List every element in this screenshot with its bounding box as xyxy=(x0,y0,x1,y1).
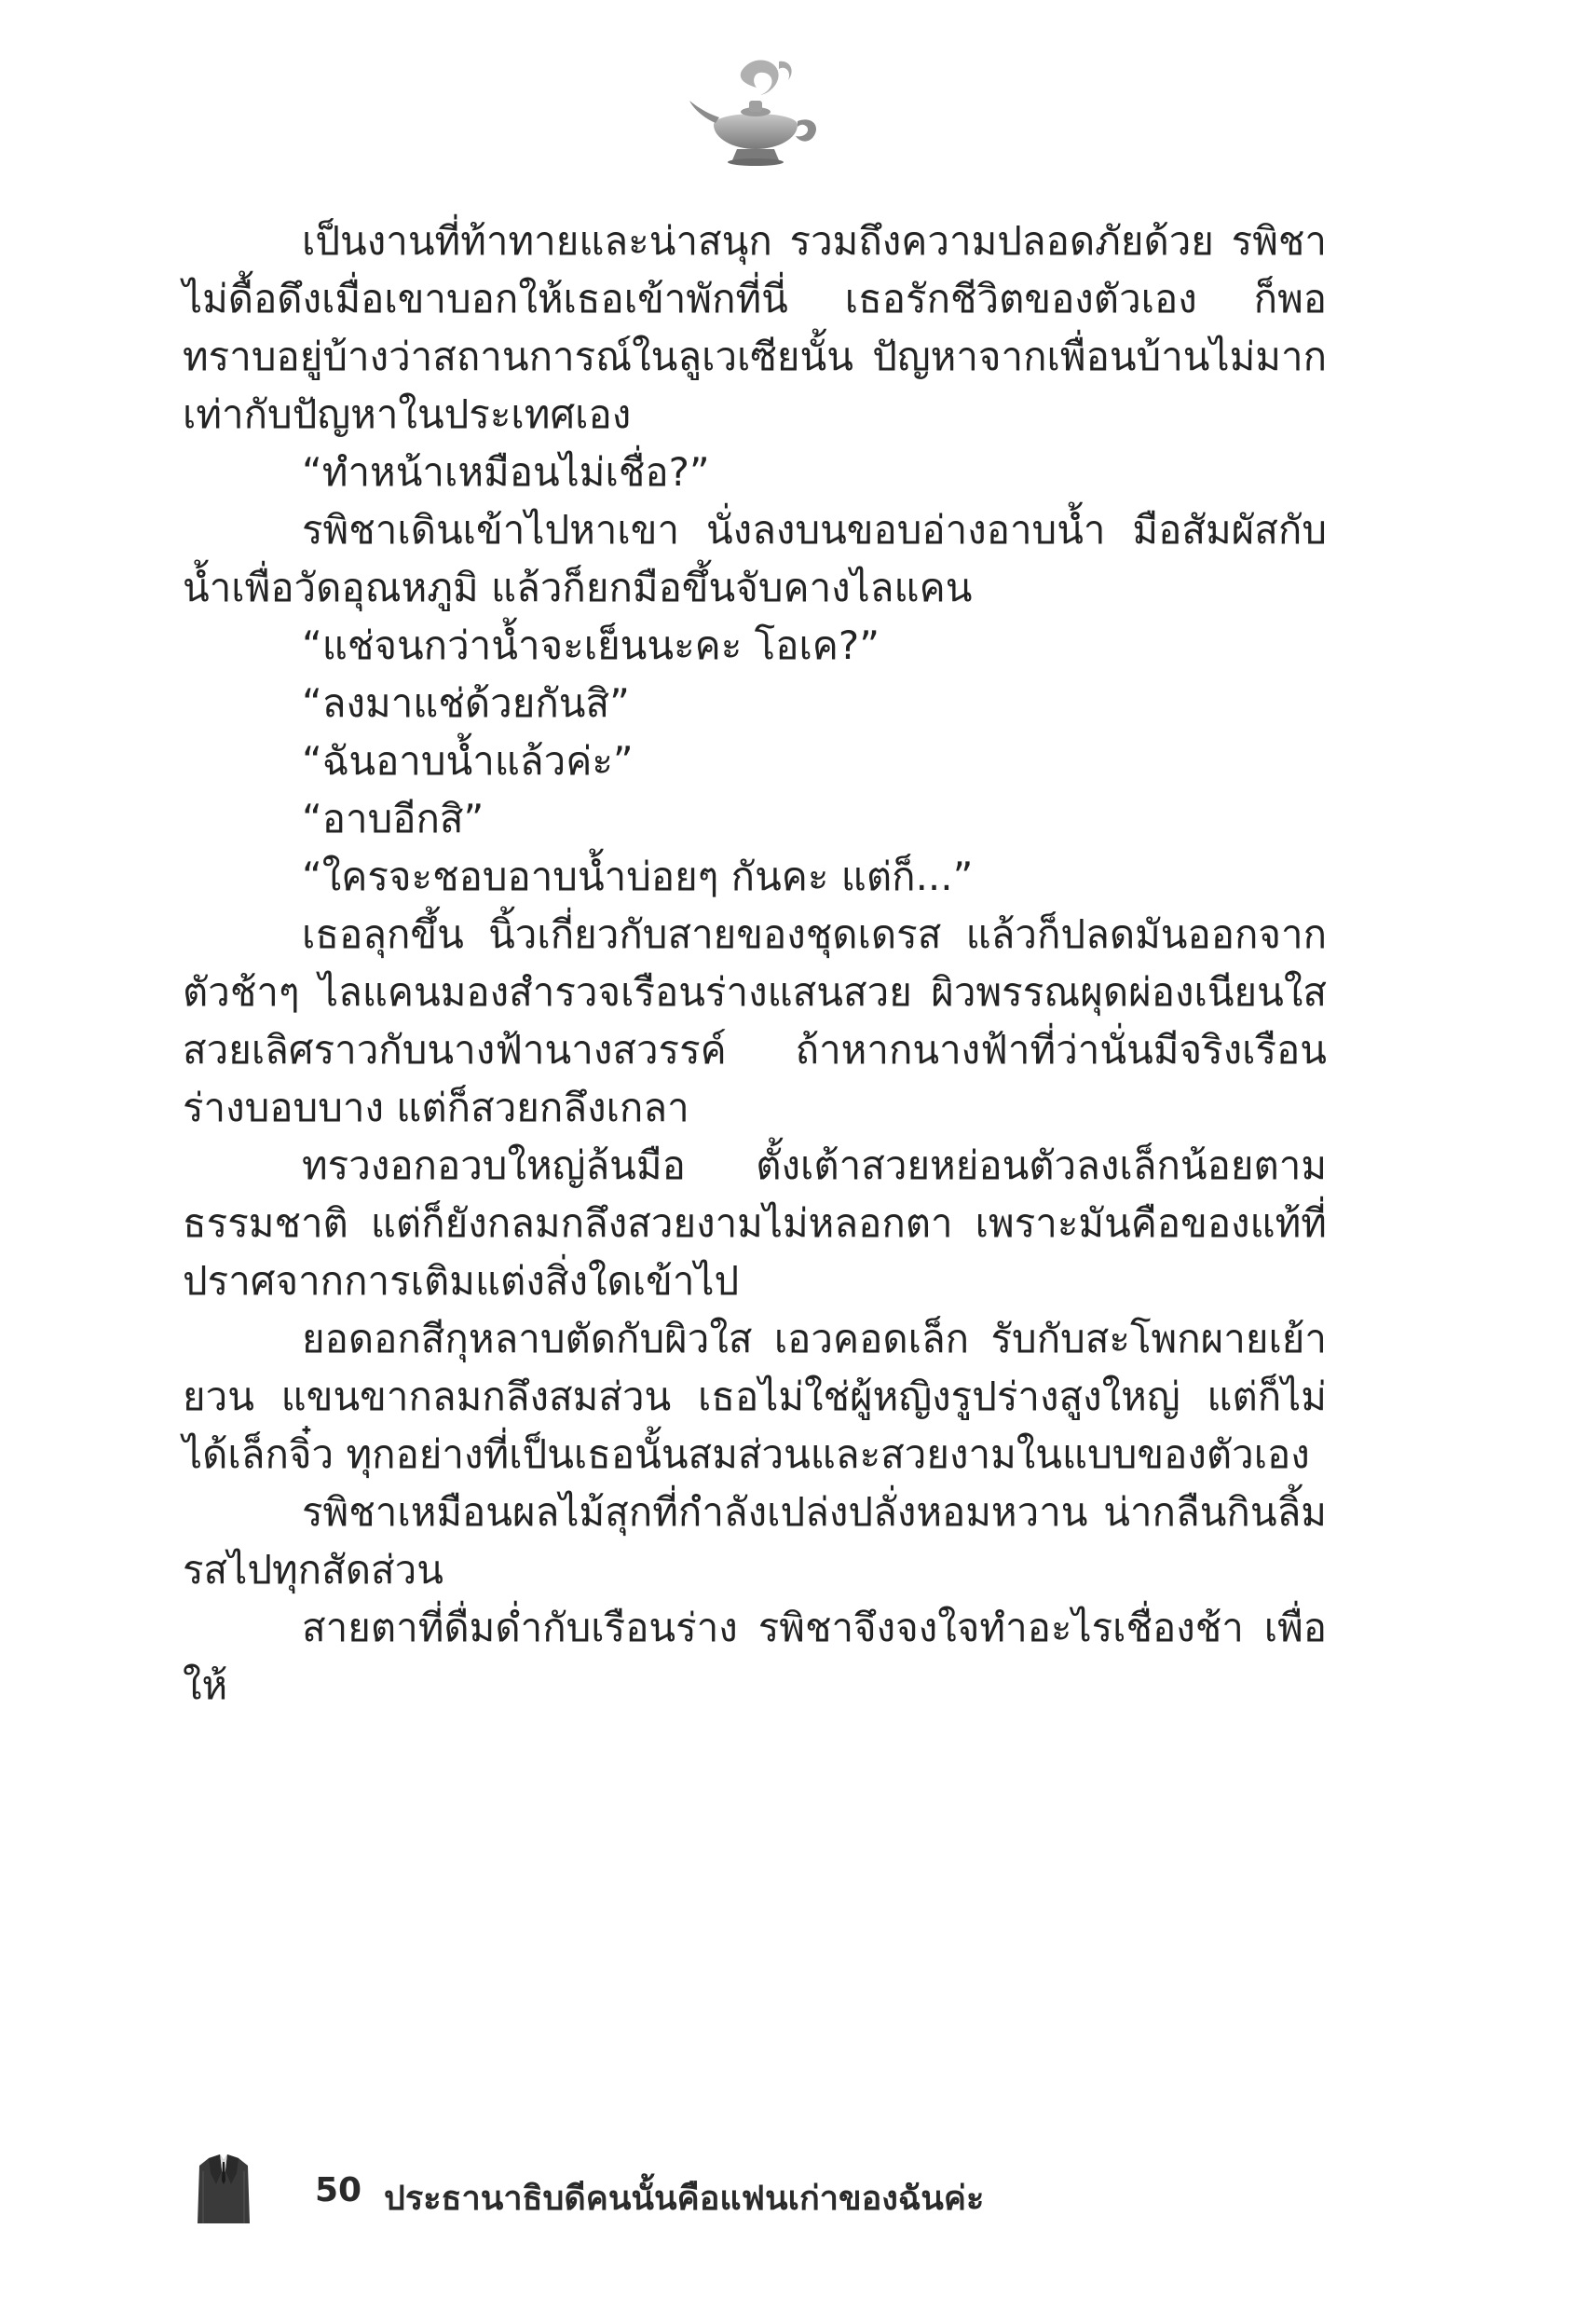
suit-icon xyxy=(196,2153,252,2225)
paragraph: รพิชาเหมือนผลไม้สุกที่กำลังเปล่งปลั่งหอมหวาน น่ากลืนกินลิ้มรสไปทุกสัดส่วน xyxy=(183,1489,1327,1593)
genie-lamp-icon xyxy=(686,52,825,173)
paragraph: เธอลุกขึ้น นิ้วเกี่ยวกับสายของชุดเดรส แล้วก็ปลดมันออกจากตัวช้าๆ ไลแคนมองสำรวจเรือนร่างแสนสวย ผิวพรรณผุดผ่องเนียนใส สวยเลิศราวกับนางฟ้านางสวรรค์ ถ้าหากนางฟ้าที่ว่านั่นมีจริงเรือนร่างบอบบาง แต่ก็สวยกลึงเกลา xyxy=(183,911,1327,1130)
page-footer xyxy=(196,2153,1127,2227)
dialogue-line: “แช่จนกว่าน้ำจะเย็นนะคะ โอเค?” xyxy=(302,622,880,668)
paragraph: สายตาที่ดื่มด่ำกับเรือนร่าง รพิชาจึงจงใจทำอะไรเชื่องช้า เพื่อให้ xyxy=(183,1605,1327,1708)
paragraph: เป็นงานที่ท้าทายและน่าสนุก รวมถึงความปลอดภัยด้วย รพิชาไม่ดื้อดึงเมื่อเขาบอกให้เธอเข้าพักที่นี่ เธอรักชีวิตของตัวเอง ก็พอทราบอยู่บ้างว่าสถานการณ์ในลูเวเซียนั้น ปัญหาจากเพื่อนบ้านไม่มากเท่ากับปัญหาในประเทศเอง xyxy=(183,218,1327,437)
paragraph: ทรวงอกอวบใหญ่ล้นมือ ตั้งเต้าสวยหย่อนตัวลงเล็กน้อยตามธรรมชาติ แต่ก็ยังกลมกลึงสวยงามไม่หลอกตา เพราะมันคือของแท้ที่ปราศจากการเติมแต่งสิ่งใดเข้าไป xyxy=(183,1142,1327,1304)
dialogue-line: “อาบอีกสิ” xyxy=(302,796,484,841)
dialogue-line: “ใครจะชอบอาบน้ำบ่อยๆ กันคะ แต่ก็...” xyxy=(302,854,974,899)
paragraph: รพิชาเดินเข้าไปหาเขา นั่งลงบนขอบอ่างอาบน้ำ มือสัมผัสกับน้ำเพื่อวัดอุณหภูมิ แล้วก็ยกมือขึ้นจับคางไลแคน xyxy=(183,507,1327,610)
page-number: 50 xyxy=(315,2171,362,2209)
dialogue-line: “ทำหน้าเหมือนไม่เชื่อ?” xyxy=(302,449,710,495)
paragraph: ยอดอกสีกุหลาบตัดกับผิวใส เอวคอดเล็ก รับกับสะโพกผายเย้ายวน แขนขากลมกลึงสมส่วน เธอไม่ใช่ผู้หญิงรูปร่างสูงใหญ่ แต่ก็ไม่ได้เล็กจิ๋ว ทุกอย่างที่เป็นเธอนั้นสมส่วนและสวยงามในแบบของตัวเอง xyxy=(183,1316,1327,1477)
dialogue-line: “ลงมาแช่ด้วยกันสิ” xyxy=(302,680,630,726)
dialogue-line: “ฉันอาบน้ำแล้วค่ะ” xyxy=(302,738,634,784)
book-title: ประธานาธิบดีคนนั้นคือแฟนเก่าของฉันค่ะ xyxy=(384,2180,985,2218)
body-text xyxy=(183,212,1327,1715)
